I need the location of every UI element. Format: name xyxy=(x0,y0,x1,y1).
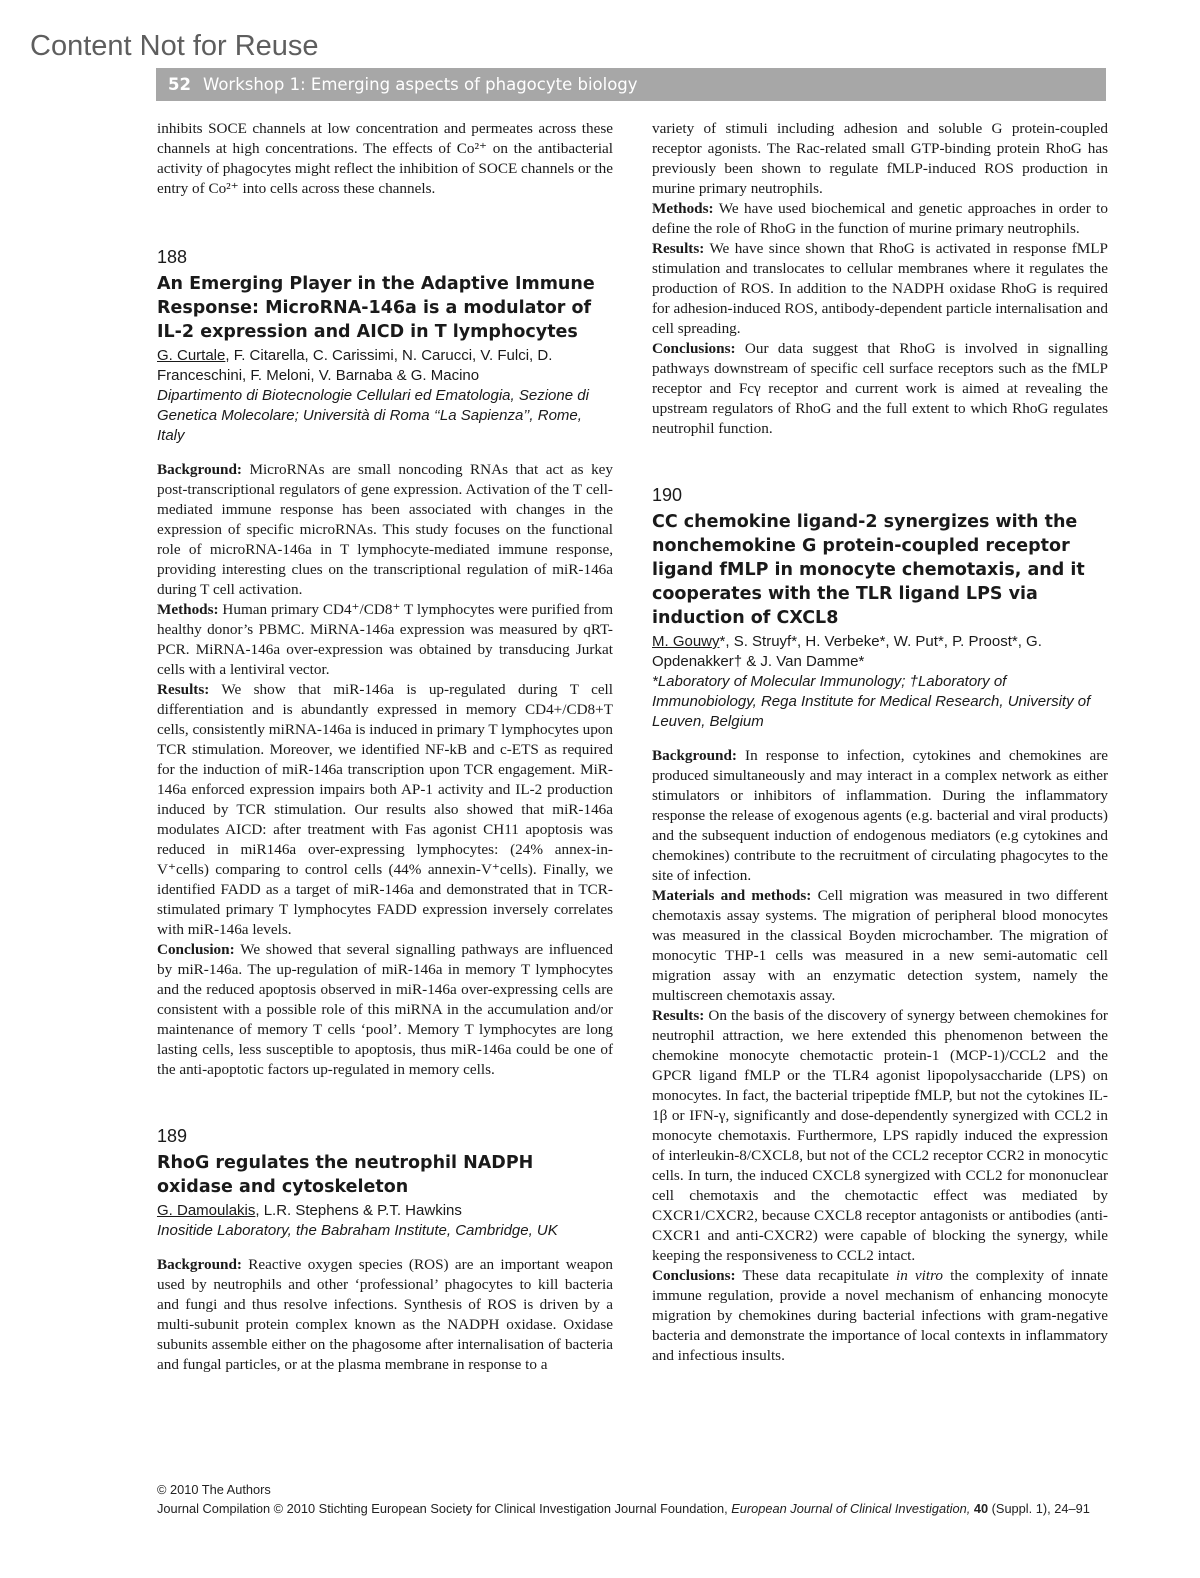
journal-name: European Journal of Clinical Investigation, xyxy=(731,1501,971,1516)
running-header xyxy=(156,68,1106,101)
background-section xyxy=(157,460,613,600)
background-text: In response to infection, cytokines and chemokines are produced simultaneously and may interact in a complex network as either stimulators or inhibitors of inflammation. During the inflammatory response the release of exogenous agents (e.g. bacterial and viral products) and the subsequent induction of endogenous mediators (e.g cytokines and chemokines) contribute to the recruitment of circulating phagocytes to the site of infection. xyxy=(652,747,1108,884)
methods-section xyxy=(652,886,1108,1006)
section-title: Workshop 1: Emerging aspects of phagocyte biology xyxy=(202,75,638,94)
abstract-188 xyxy=(157,247,613,1080)
author-list xyxy=(652,632,1108,672)
background-label: Background: xyxy=(157,461,242,478)
copyright-line: © 2010 The Authors xyxy=(157,1482,271,1497)
background-text: Reactive oxygen species (ROS) are an important weapon used by neutrophils and other ‘professional’ phagocytes to kill bacteria and fungi and thus resolve infections. Synthesis of ROS is driven by a multi-subunit protein complex known as the NADPH oxidase. Oxidase subunits assemble either on the phagosome after internalisation of bacteria and fungal particles, or at the plasma membrane in response to a xyxy=(157,1256,614,1373)
left-column xyxy=(157,119,613,1375)
conclusions-section xyxy=(652,339,1108,439)
continuation-text: variety of stimuli including adhesion and soluble G protein-coupled receptor agonists. The Rac-related small GTP-binding protein RhoG has previously been shown to regulate fMLP-induced ROS production in murine primary neutrophils. xyxy=(652,120,1108,197)
methods-text: Cell migration was measured in two different chemotaxis assay systems. The migration of peripheral blood monocytes was measured in the classical Boyden microchamber. The migration of monocytic THP-1 cells was measured in a new semi-automatic cell migration assay with an enzymatic detection system, namely the multiscreen chemotaxis assay. xyxy=(652,887,1109,1004)
results-label: Results: xyxy=(157,681,210,698)
results-section xyxy=(652,1006,1108,1266)
page-footer xyxy=(157,1480,1117,1518)
journal-volume: 40 xyxy=(973,1501,989,1516)
abstract-190 xyxy=(652,485,1108,1366)
affiliation: Inositide Laboratory, the Babraham Institute, Cambridge, UK xyxy=(157,1222,558,1239)
results-text: We show that miR-146a is up-regulated during T cell differentiation and is abundantly expressed in memory CD4+/CD8+T cells, consistently miRNA-146a is induced in primary T lymphocytes upon TCR stimulation. Moreover, we identified NF-kB and c-ETS as required for the induction of miR-146a transcription upon TCR engagement. MiR-146a enforced expression impairs both AP-1 activity and IL-2 production induced by TCR stimulation. Our results also showed that miR-146a modulates AICD: after treatment with Fas agonist CH11 apoptosis was reduced in miR146a over-expressing lymphocytes: (24% annex-in-V⁺cells) comparing to control cells (44% annexin-V⁺cells). Finally, we identified FADD as a target of miR-146a and demonstrated that in TCR-stimulated primary T lymphocytes FADD expression inversely correlates with miR-146a levels. xyxy=(157,681,613,938)
affiliation: Dipartimento di Biotecnologie Cellulari ed Ematologia, Sezione di Genetica Molecolare; Università di Roma ‘‘La Sapienza’’, Rome, Italy xyxy=(157,387,589,444)
methods-section xyxy=(652,199,1108,239)
abstract-189 xyxy=(157,1126,613,1375)
conclusion-label: Conclusion: xyxy=(157,941,235,958)
conclusions-text-pre: These data recapitulate xyxy=(742,1267,889,1284)
results-label: Results: xyxy=(652,240,705,257)
co-authors: , F. Citarella, C. Carissimi, N. Carucci, V. Fulci, D. Franceschini, F. Meloni, V. Barnaba & G. Macino xyxy=(157,347,553,384)
results-label: Results: xyxy=(652,1007,705,1024)
conclusions-label: Conclusions: xyxy=(652,1267,736,1284)
first-author: M. Gouwy xyxy=(652,633,720,650)
background-section xyxy=(652,746,1108,886)
results-text: On the basis of the discovery of synergy between chemokines for neutrophil attraction, we here extended this phenomenon between the chemokine monocyte chemotactic protein-1 (MCP-1)/CCL2 and the GPCR ligand fMLP or the TLR4 agonist lipopolysaccharide (LPS) on monocytes. In fact, the bacterial tripeptide fMLP, but not the cytokines IL-1β or IFN-γ, significantly and dose-dependently synergized with CCL2 in monocyte chemotaxis. Furthermore, LPS rapidly induced the expression of interleukin-8/CXCL8, but not of the CCL2 receptor CCR2 in monocytic cells. In turn, the induced CXCL8 synergized with CCL2 for mononuclear cell chemotaxis and the chemotactic effect was mediated by CXCR1/CXCR2, because CXCL8 receptor antagonists or antibodies (anti-CXCR1 and anti-CXCR2) were capable of blocking the synergy, while keeping the responsiveness to CCL2 intact. xyxy=(652,1007,1108,1264)
methods-section xyxy=(157,600,613,680)
abstract-title: An Emerging Player in the Adaptive Immune Response: MicroRNA-146a is a modulator of IL-2 expression and AICD in T lymphocytes xyxy=(157,274,595,342)
abstract-title: RhoG regulates the neutrophil NADPH oxidase and cytoskeleton xyxy=(157,1153,534,1197)
abstract-number: 190 xyxy=(652,485,683,505)
co-authors: , L.R. Stephens & P.T. Hawkins xyxy=(255,1202,462,1219)
first-author: G. Curtale xyxy=(157,347,226,364)
results-section xyxy=(652,239,1108,339)
right-column xyxy=(652,119,1108,1366)
continuation-text: inhibits SOCE channels at low concentration and permeates across these channels at high concentrations. The effects of Co²⁺ on the antibacterial activity of phagocytes might reflect the inhibition of SOCE channels or the entry of Co²⁺ into cells across these channels. xyxy=(157,120,613,197)
author-list xyxy=(157,346,613,386)
background-label: Background: xyxy=(157,1256,242,1273)
methods-text: Human primary CD4⁺/CD8⁺ T lymphocytes were purified from healthy donor’s PBMC. MiRNA-146a expression was measured by qRT-PCR. MiRNA-146a over-expression was obtained by transducing Jurkat cells with a lentiviral vector. xyxy=(157,601,614,678)
abstract-number: 189 xyxy=(157,1126,188,1146)
results-section xyxy=(157,680,613,940)
author-list xyxy=(157,1201,613,1221)
conclusion-section xyxy=(157,940,613,1080)
methods-label: Methods: xyxy=(157,601,219,618)
methods-label: Methods: xyxy=(652,200,714,217)
abstract-title: CC chemokine ligand-2 synergizes with the nonchemokine G protein-coupled receptor ligand fMLP in monocyte chemotaxis, and it cooperates with the TLR ligand LPS via induction of CXCL8 xyxy=(652,512,1085,628)
conclusions-text-italic: in vitro xyxy=(896,1267,944,1284)
conclusions-text-post: the complexity of innate immune regulation, provide a novel mechanism of enhancing monocyte migration by chemokines during bacterial infections with gram-negative bacteria and demonstrate the importance of local contexts in inflammatory and infectious insults. xyxy=(652,1267,1109,1364)
conclusions-section xyxy=(652,1266,1108,1366)
abstract-number: 188 xyxy=(157,247,188,267)
background-text: MicroRNAs are small noncoding RNAs that act as key post-transcriptional regulators of gene expression. Activation of the T cell-mediated immune response has been associated with changes in the expression of specific microRNAs. This study focuses on the functional role of microRNA-146a in T lymphocyte-mediated immune response, providing interesting clues on the transcriptional regulation of miR-146a during T cell activation. xyxy=(157,461,613,598)
methods-label: Materials and methods: xyxy=(652,887,812,904)
methods-text: We have used biochemical and genetic approaches in order to define the role of RhoG in the function of murine primary neutrophils. xyxy=(652,200,1108,237)
journal-compilation: Journal Compilation © 2010 Stichting European Society for Clinical Investigation Journal Foundation, xyxy=(157,1501,728,1516)
conclusions-label: Conclusions: xyxy=(652,340,736,357)
journal-line xyxy=(157,1499,1117,1518)
background-label: Background: xyxy=(652,747,737,764)
first-author: G. Damoulakis xyxy=(157,1202,256,1219)
page-number: 52 xyxy=(168,75,191,94)
conclusion-text: We showed that several signalling pathways are influenced by miR-146a. The up-regulation of miR-146a in memory T lymphocytes and the reduced apoptosis observed in miR-146a over-expressing cells are consistent with a possible role of this miRNA in the accumulation and/or maintenance of memory T cells ‘pool’. Memory T lymphocytes are long lasting cells, less susceptible to apoptosis, thus miR-146a could be one of the anti-apoptotic factors up-regulated in memory cells. xyxy=(157,941,613,1078)
background-section xyxy=(157,1255,613,1375)
journal-issue: (Suppl. 1), 24–91 xyxy=(991,1501,1090,1516)
watermark: Content Not for Reuse xyxy=(30,30,319,62)
results-text: We have since shown that RhoG is activated in response fMLP stimulation and translocates to cellular membranes where it regulates the production of ROS. In addition to the NADPH oxidase RhoG is required for adhesion-induced ROS, antibody-dependent particle internalisation and cell spreading. xyxy=(652,240,1108,337)
affiliation: *Laboratory of Molecular Immunology; †Laboratory of Immunobiology, Rega Institute for Medical Research, University of Leuven, Belgium xyxy=(652,673,1091,730)
co-authors: *, S. Struyf*, H. Verbeke*, W. Put*, P. Proost*, G. Opdenakker† & J. Van Damme* xyxy=(652,633,1042,670)
conclusions-text: Our data suggest that RhoG is involved in signalling pathways downstream of specific cell surface receptors such as the fMLP receptor and Fcγ receptor and current work is aimed at revealing the upstream regulators of RhoG and the full extent to which RhoG regulates neutrophil function. xyxy=(652,340,1108,437)
